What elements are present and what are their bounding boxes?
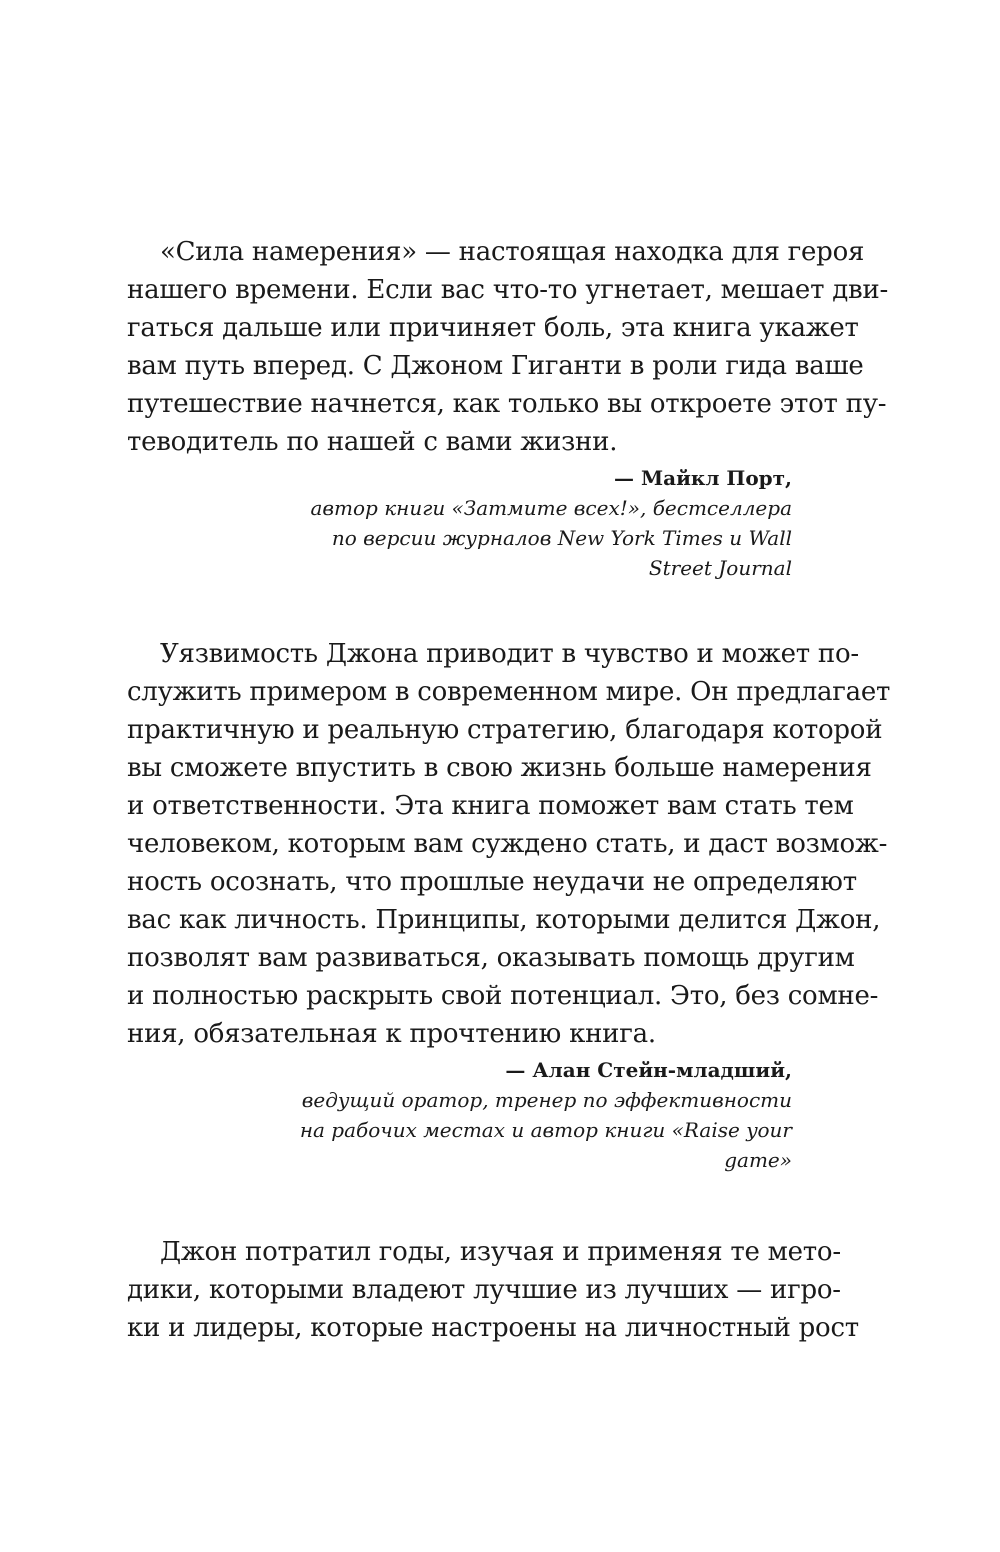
testimonial-2-text [127, 635, 891, 1053]
attribution-desc-line: game» [724, 1148, 792, 1172]
text-line: и полностью раскрыть свой потенциал. Это, без сомне- [127, 981, 879, 1011]
attribution-author: — Алан Стейн-младший, [505, 1058, 792, 1082]
attribution-desc-line: на рабочих местах и автор книги «Raise your [299, 1118, 792, 1142]
text-line: служить примером в современном мире. Он предлагает [127, 677, 891, 707]
testimonial-1 [127, 233, 888, 583]
text-line: позволят вам развиваться, оказывать помощь другим [127, 943, 855, 973]
attribution-desc-line: по версии журналов New York Times и Wall [331, 526, 792, 550]
text-line: ки и лидеры, которые настроены на личностный рост [127, 1313, 859, 1343]
text-line: «Сила намерения» — настоящая находка для героя [160, 237, 865, 267]
text-line: путешествие начнется, как только вы откроете этот пу- [127, 389, 887, 419]
text-line: практичную и реальную стратегию, благодаря которой [127, 715, 883, 745]
text-line: и ответственности. Эта книга поможет вам стать тем [127, 791, 854, 821]
text-line: дики, которыми владеют лучшие из лучших — игро- [127, 1275, 841, 1305]
testimonial-2 [127, 635, 891, 1175]
text-line: ния, обязательная к прочтению книга. [127, 1019, 656, 1049]
text-line: Джон потратил годы, изучая и применяя те мето- [160, 1237, 841, 1267]
testimonial-3 [127, 1233, 859, 1347]
text-line: вас как личность. Принципы, которыми делится Джон, [127, 905, 881, 935]
attribution-desc-line: Street Journal [648, 556, 792, 580]
text-line: ность осознать, что прошлые неудачи не определяют [127, 867, 857, 897]
text-line: человеком, которым вам суждено стать, и даст возмож- [127, 829, 888, 859]
testimonial-3-text [127, 1233, 859, 1347]
testimonial-1-attribution [127, 463, 792, 583]
text-line: теводитель по нашей с вами жизни. [127, 427, 618, 457]
attribution-desc-line: ведущий оратор, тренер по эффективности [301, 1088, 792, 1112]
attribution-author: — Майкл Порт, [614, 466, 792, 490]
text-line: вам путь вперед. С Джоном Гиганти в роли гида ваше [127, 351, 864, 381]
testimonial-2-attribution [127, 1055, 792, 1175]
text-line: нашего времени. Если вас что-то угнетает, мешает дви- [127, 275, 888, 305]
text-line: гаться дальше или причиняет боль, эта книга укажет [127, 313, 859, 343]
text-line: вы сможете впустить в свою жизнь больше намерения [127, 753, 872, 783]
testimonial-1-text [127, 233, 888, 461]
attribution-desc-line: автор книги «Затмите всех!», бестселлера [310, 496, 792, 520]
text-line: Уязвимость Джона приводит в чувство и может по- [160, 639, 859, 669]
